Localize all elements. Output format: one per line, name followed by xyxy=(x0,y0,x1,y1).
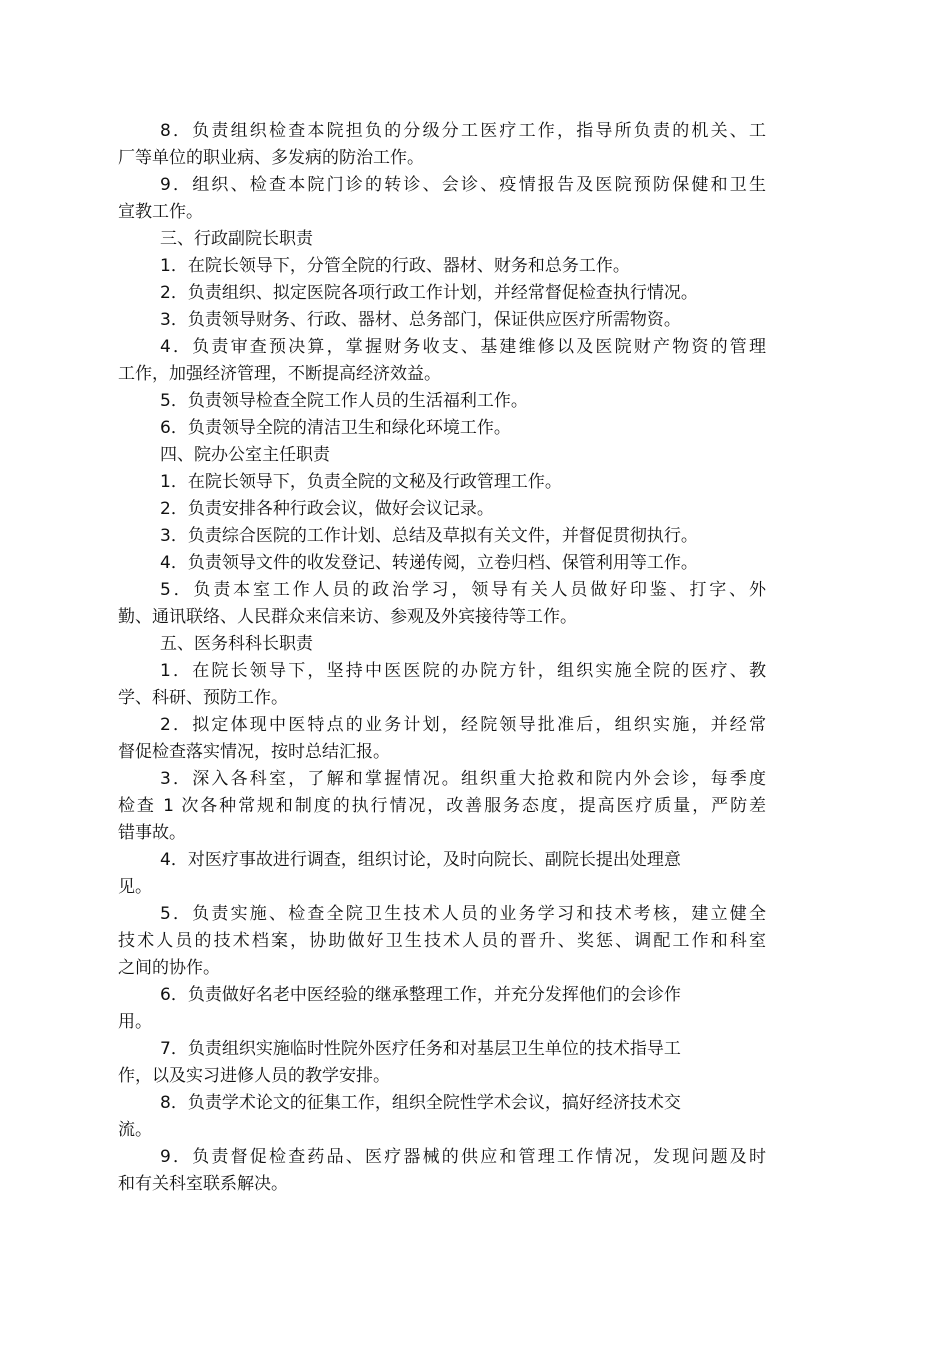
text-line: 宣教工作。 xyxy=(118,202,203,222)
text-line: 2．拟定体现中医特点的业务计划，经院领导批准后，组织实施，并经常 xyxy=(160,715,766,735)
text-line: 三、行政副院长职责 xyxy=(160,229,313,249)
text-line: 督促检查落实情况，按时总结汇报。 xyxy=(118,742,390,762)
text-line: 8．负责学术论文的征集工作，组织全院性学术会议，搞好经济技术交 xyxy=(160,1093,681,1113)
text-line: 和有关科室联系解决。 xyxy=(118,1174,288,1194)
text-line: 1．在院长领导下，坚持中医医院的办院方针，组织实施全院的医疗、教 xyxy=(160,661,766,681)
text-line: 工作，加强经济管理，不断提高经济效益。 xyxy=(118,364,441,384)
text-line: 6．负责做好名老中医经验的继承整理工作，并充分发挥他们的会诊作 xyxy=(160,985,681,1005)
text-line: 1．在院长领导下，负责全院的文秘及行政管理工作。 xyxy=(160,472,562,492)
text-line: 流。 xyxy=(118,1120,152,1140)
text-line: 错事故。 xyxy=(118,823,186,843)
text-line: 9．负责督促检查药品、医疗器械的供应和管理工作情况，发现问题及时 xyxy=(160,1147,766,1167)
text-line: 四、院办公室主任职责 xyxy=(160,445,330,465)
text-line: 厂等单位的职业病、多发病的防治工作。 xyxy=(118,148,424,168)
text-line: 勤、通讯联络、人民群众来信来访、参观及外宾接待等工作。 xyxy=(118,607,577,627)
text-line: 4．负责领导文件的收发登记、转递传阅，立卷归档、保管利用等工作。 xyxy=(160,553,698,573)
text-line: 5．负责本室工作人员的政治学习，领导有关人员做好印鉴、打字、外 xyxy=(160,580,766,600)
text-line: 5．负责实施、检查全院卫生技术人员的业务学习和技术考核，建立健全 xyxy=(160,904,766,924)
text-line: 3．深入各科室，了解和掌握情况。组织重大抢救和院内外会诊，每季度 xyxy=(160,769,766,789)
text-line: 五、医务科科长职责 xyxy=(160,634,313,654)
text-line: 3．负责综合医院的工作计划、总结及草拟有关文件，并督促贯彻执行。 xyxy=(160,526,698,546)
text-line: 6．负责领导全院的清洁卫生和绿化环境工作。 xyxy=(160,418,511,438)
document-page xyxy=(118,118,766,1198)
text-line: 检查 1 次各种常规和制度的执行情况，改善服务态度，提高医疗质量，严防差 xyxy=(118,796,766,816)
text-line: 之间的协作。 xyxy=(118,958,220,978)
text-line: 8．负责组织检查本院担负的分级分工医疗工作，指导所负责的机关、工 xyxy=(160,121,766,141)
text-line: 5．负责领导检查全院工作人员的生活福利工作。 xyxy=(160,391,528,411)
text-line: 4．对医疗事故进行调查，组织讨论，及时向院长、副院长提出处理意 xyxy=(160,850,681,870)
text-line: 作，以及实习进修人员的教学安排。 xyxy=(118,1066,390,1086)
text-line: 见。 xyxy=(118,877,152,897)
text-line: 学、科研、预防工作。 xyxy=(118,688,288,708)
text-line: 4．负责审查预决算，掌握财务收支、基建维修以及医院财产物资的管理 xyxy=(160,337,766,357)
text-line: 用。 xyxy=(118,1012,152,1032)
text-line: 7．负责组织实施临时性院外医疗任务和对基层卫生单位的技术指导工 xyxy=(160,1039,681,1059)
text-line: 2．负责安排各种行政会议，做好会议记录。 xyxy=(160,499,494,519)
text-line: 2．负责组织、拟定医院各项行政工作计划，并经常督促检查执行情况。 xyxy=(160,283,698,303)
text-line: 1．在院长领导下，分管全院的行政、器材、财务和总务工作。 xyxy=(160,256,630,276)
text-line: 技术人员的技术档案，协助做好卫生技术人员的晋升、奖惩、调配工作和科室 xyxy=(118,931,766,951)
text-line: 9．组织、检查本院门诊的转诊、会诊、疫情报告及医院预防保健和卫生 xyxy=(160,175,766,195)
text-line: 3．负责领导财务、行政、器材、总务部门，保证供应医疗所需物资。 xyxy=(160,310,681,330)
